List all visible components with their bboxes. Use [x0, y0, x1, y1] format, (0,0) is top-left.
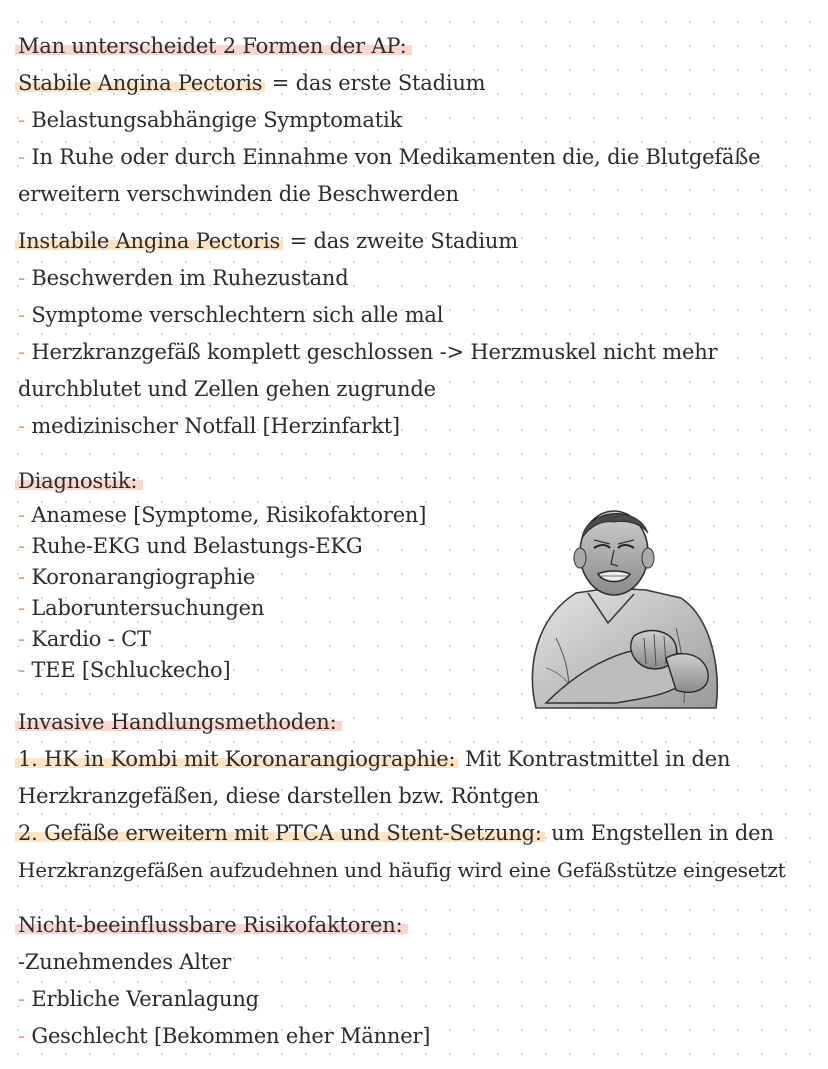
- invasive-item-1: [18, 741, 818, 778]
- dash-bullet: -: [18, 414, 32, 438]
- stable-term: Stabile Angina Pectoris: [15, 71, 265, 95]
- dash-bullet: -: [18, 340, 32, 364]
- dash-bullet: -: [18, 658, 32, 682]
- stable-item-1: Belastungsabhängige Symptomatik: [31, 108, 402, 132]
- dash-bullet: -: [18, 627, 32, 651]
- list-item: [18, 981, 818, 1018]
- dash-bullet: -: [18, 987, 32, 1011]
- spacer: [18, 889, 818, 907]
- dash-bullet: -: [18, 303, 32, 327]
- risk-heading-line: [18, 907, 818, 944]
- list-item: [18, 944, 818, 981]
- risk-item: -Zunehmendes Alter: [18, 950, 232, 974]
- unstable-item-3-cont: durchblutet und Zellen gehen zugrunde: [18, 377, 436, 401]
- unstable-item-2: Symptome verschlechtern sich alle mal: [31, 303, 444, 327]
- list-item-continuation: [18, 371, 818, 408]
- invasive-item-2: [18, 815, 818, 852]
- risk-item: Erbliche Veranlagung: [31, 987, 259, 1011]
- unstable-term: Instabile Angina Pectoris: [15, 229, 283, 253]
- dash-bullet: -: [18, 108, 32, 132]
- unstable-item-4: medizinischer Notfall [Herzinfarkt]: [31, 414, 400, 438]
- diagnostik-heading-line: [18, 463, 818, 500]
- stable-item-2-cont: erweitern verschwinden die Beschwerden: [18, 182, 459, 206]
- risk-heading: Nicht-beeinflussbare Risikofaktoren:: [15, 913, 408, 937]
- dash-bullet: -: [18, 145, 32, 169]
- intro-heading: Man unterscheidet 2 Formen der AP:: [15, 34, 412, 58]
- invasive-item-1-term: 1. HK in Kombi mit Koronarangiographie:: [15, 747, 458, 771]
- dash-bullet: -: [18, 596, 32, 620]
- list-item-continuation: [18, 778, 818, 815]
- diagnostik-item: Ruhe-EKG und Belastungs-EKG: [31, 534, 363, 558]
- stable-item-2: In Ruhe oder durch Einnahme von Medikamenten die, die Blutgefäße: [31, 145, 761, 169]
- list-item: [18, 1018, 818, 1055]
- spacer: [18, 445, 818, 463]
- list-item-continuation: [18, 852, 818, 889]
- invasive-item-1-rest: Mit Kontrastmittel in den: [458, 747, 731, 771]
- list-item: [18, 102, 818, 139]
- invasive-item-2-cont: Herzkranzgefäßen aufzudehnen und häufig wird eine Gefäßstütze eingesetzt: [18, 858, 786, 882]
- man-clutching-chest-icon: [516, 498, 726, 716]
- list-item: [18, 260, 818, 297]
- diagnostik-item: TEE [Schluckecho]: [31, 658, 231, 682]
- risk-item: Geschlecht [Bekommen eher Männer]: [31, 1024, 431, 1048]
- stable-rest: = das erste Stadium: [265, 71, 486, 95]
- unstable-item-3: Herzkranzgefäß komplett geschlossen -> Herzmuskel nicht mehr: [31, 340, 718, 364]
- diagnostik-heading: Diagnostik:: [15, 469, 143, 493]
- invasive-heading: Invasive Handlungsmethoden:: [15, 710, 342, 734]
- dash-bullet: -: [18, 503, 32, 527]
- dash-bullet: -: [18, 534, 32, 558]
- diagnostik-item: Kardio - CT: [31, 627, 151, 651]
- list-item-continuation: [18, 176, 818, 213]
- unstable-line: [18, 223, 818, 260]
- diagnostik-item: Anamese [Symptome, Risikofaktoren]: [31, 503, 427, 527]
- intro-heading-line: [18, 28, 818, 65]
- invasive-item-2-rest: um Engstellen in den: [544, 821, 774, 845]
- dash-bullet: -: [18, 565, 32, 589]
- diagnostik-item: Koronarangiographie: [31, 565, 256, 589]
- dash-bullet: -: [18, 1024, 32, 1048]
- list-item: [18, 334, 818, 371]
- unstable-item-1: Beschwerden im Ruhezustand: [31, 266, 349, 290]
- list-item: [18, 297, 818, 334]
- spacer: [18, 213, 818, 223]
- stable-line: [18, 65, 818, 102]
- unstable-rest: = das zweite Stadium: [283, 229, 518, 253]
- invasive-item-1-cont: Herzkranzgefäßen, diese darstellen bzw. Röntgen: [18, 784, 540, 808]
- dash-bullet: -: [18, 266, 32, 290]
- list-item: [18, 139, 818, 176]
- diagnostik-item: Laboruntersuchungen: [31, 596, 265, 620]
- list-item: [18, 408, 818, 445]
- invasive-item-2-term: 2. Gefäße erweitern mit PTCA und Stent-Setzung:: [15, 821, 545, 845]
